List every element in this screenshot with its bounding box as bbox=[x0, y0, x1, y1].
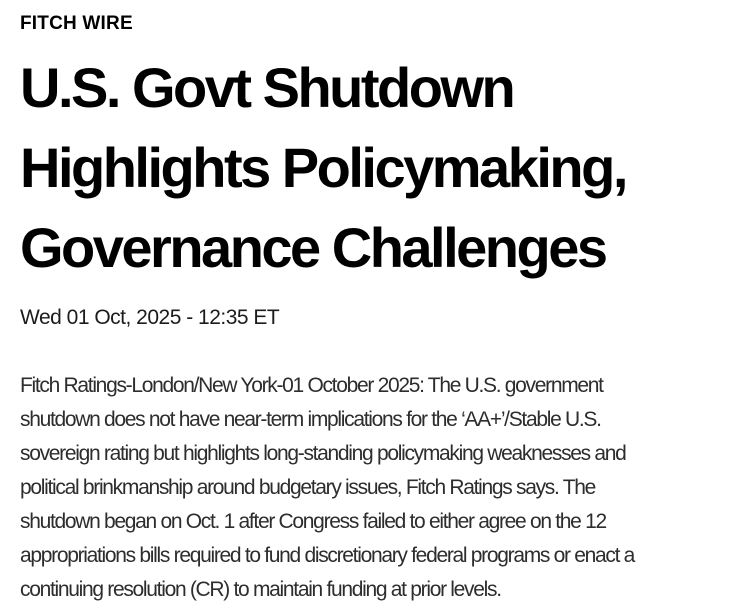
article-title-line-2: Highlights Policymaking, bbox=[20, 136, 626, 199]
article-body bbox=[20, 369, 730, 607]
article-title-line-1: U.S. Govt Shutdown bbox=[20, 56, 514, 119]
body-line-2: shutdown does not have near-term implications for the ‘AA+’/Stable U.S. bbox=[20, 408, 601, 431]
article-date: Wed 01 Oct, 2025 - 12:35 ET bbox=[20, 306, 280, 329]
article-title-line-3: Governance Challenges bbox=[20, 216, 606, 279]
body-line-4: political brinkmanship around budgetary issues, Fitch Ratings says. The bbox=[20, 476, 595, 499]
body-line-1: Fitch Ratings-London/New York-01 October 2025: The U.S. government bbox=[20, 374, 603, 397]
body-line-5: shutdown began on Oct. 1 after Congress failed to either agree on the 12 bbox=[20, 510, 606, 533]
article-title bbox=[20, 48, 730, 288]
fitch-wire-kicker: FITCH WIRE bbox=[20, 13, 133, 34]
body-line-3: sovereign rating but highlights long-standing policymaking weaknesses and bbox=[20, 442, 626, 465]
body-line-6: appropriations bills required to fund discretionary federal programs or enact a bbox=[20, 544, 635, 567]
body-line-7: continuing resolution (CR) to maintain funding at prior levels. bbox=[20, 578, 501, 601]
